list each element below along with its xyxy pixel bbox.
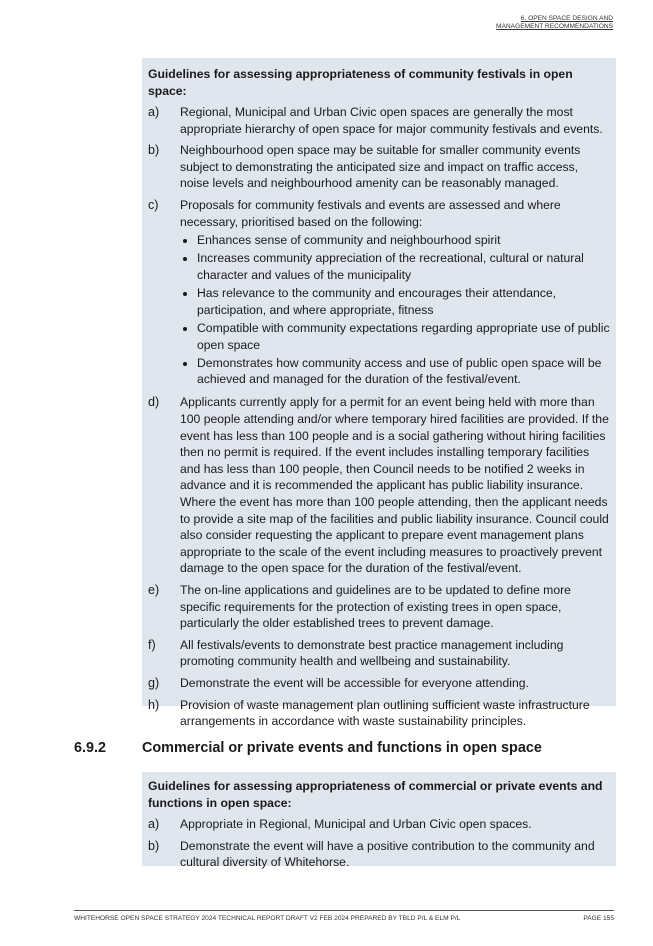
item-text: Applicants currently apply for a permit for an event being held with more than 100 people attending and/or where temporary hired facilities are provided. If the event has less than 100 people and is a social gathering without hiring facilities then no permit is required. If the event includes installing temporary facilities and has less than 100 people, then Council needs to be notified 2 weeks in advance and it is recommended the applicant has public liability insurance. Where the event has more than 100 people attending, then the applicant needs to provide a site map of the facilities and public liability insurance. Council could also consider requesting the applicant to prepare event management plans appropriate to the scale of the event including measures to proactively prevent damage to the open space for the duration of the festival/event. <box>180 395 609 576</box>
section-number: 6.9.2 <box>74 740 107 756</box>
item-text: Appropriate in Regional, Municipal and Urban Civic open spaces. <box>180 817 532 831</box>
running-header-line-1: 6. OPEN SPACE DESIGN AND <box>520 15 613 22</box>
guideline-item <box>148 697 610 730</box>
running-header-line-2: MANAGEMENT RECOMMENDATIONS <box>496 23 613 31</box>
running-header <box>496 15 613 32</box>
bullet-item: Enhances sense of community and neighbourhood spirit <box>180 232 610 249</box>
footer-divider <box>74 910 614 911</box>
page-number: PAGE 155 <box>583 915 614 922</box>
community-festivals-guidelines-panel <box>142 58 616 729</box>
item-text: The on-line applications and guidelines are to be updated to define more specific requirements for the protection of existing trees in open space, particularly the older established trees to prevent damage. <box>180 583 571 631</box>
guideline-item <box>148 838 610 871</box>
item-letter: g) <box>148 675 160 690</box>
item-letter: b) <box>148 143 160 158</box>
item-letter: c) <box>148 197 159 212</box>
guideline-item <box>148 816 610 833</box>
panel-title: Guidelines for assessing appropriateness of commercial or private events and functions in open space: <box>148 779 603 810</box>
guideline-item <box>148 582 610 632</box>
item-text: Regional, Municipal and Urban Civic open spaces are generally the most appropriate hierarchy of open space for major community festivals and events. <box>180 105 603 136</box>
item-letter: a) <box>148 105 160 119</box>
guideline-item <box>148 197 610 390</box>
item-letter: d) <box>148 395 160 410</box>
bullet-item: Compatible with community expectations regarding appropriate use of public open space <box>180 320 610 353</box>
item-letter: a) <box>148 817 160 831</box>
item-text: All festivals/events to demonstrate best practice management including promoting community health and wellbeing and sustainability. <box>180 637 564 669</box>
bullet-item: Demonstrates how community access and use of public open space will be achieved and managed for the duration of the festival/event. <box>180 355 610 388</box>
item-letter: b) <box>148 838 160 853</box>
page-footer <box>74 915 614 923</box>
panel-title: Guidelines for assessing appropriateness of community festivals in open space: <box>148 67 573 98</box>
item-letter: e) <box>148 583 160 597</box>
bullet-item: Has relevance to the community and encourages their attendance, participation, and where appropriate, fitness <box>180 285 610 318</box>
item-text: Neighbourhood open space may be suitable for smaller community events subject to demonstrating the anticipated size and impact on traffic access, noise levels and neighbourhood amenity can be reasonably managed. <box>180 143 581 191</box>
item-text: Demonstrate the event will be accessible for everyone attending. <box>180 675 529 690</box>
item-letter: h) <box>148 697 160 712</box>
item-text: Demonstrate the event will have a positive contribution to the community and cultural diversity of Whitehorse. <box>180 838 595 870</box>
guideline-item <box>148 104 610 137</box>
bullet-list <box>180 232 610 388</box>
item-letter: f) <box>148 637 156 652</box>
guideline-item <box>148 142 610 192</box>
guideline-item <box>148 394 610 577</box>
footer-report-info: WHITEHORSE OPEN SPACE STRATEGY 2024 TECHNICAL REPORT DRAFT V2 FEB 2024 PREPARED BY TBLD P/L & ELM P/L <box>74 915 461 922</box>
item-text-with-bullets <box>180 197 610 390</box>
section-heading <box>74 739 634 757</box>
section-title: Commercial or private events and functions in open space <box>142 740 542 756</box>
item-text: Proposals for community festivals and events are assessed and where necessary, prioritised based on the following: <box>180 197 561 229</box>
guideline-item <box>148 637 610 670</box>
commercial-events-guidelines-panel <box>142 772 616 870</box>
bullet-item: Increases community appreciation of the recreational, cultural or natural character and values of the municipality <box>180 250 610 283</box>
item-text: Provision of waste management plan outlining sufficient waste infrastructure arrangements in accordance with waste sustainability principles. <box>180 697 590 729</box>
guideline-item <box>148 675 610 692</box>
